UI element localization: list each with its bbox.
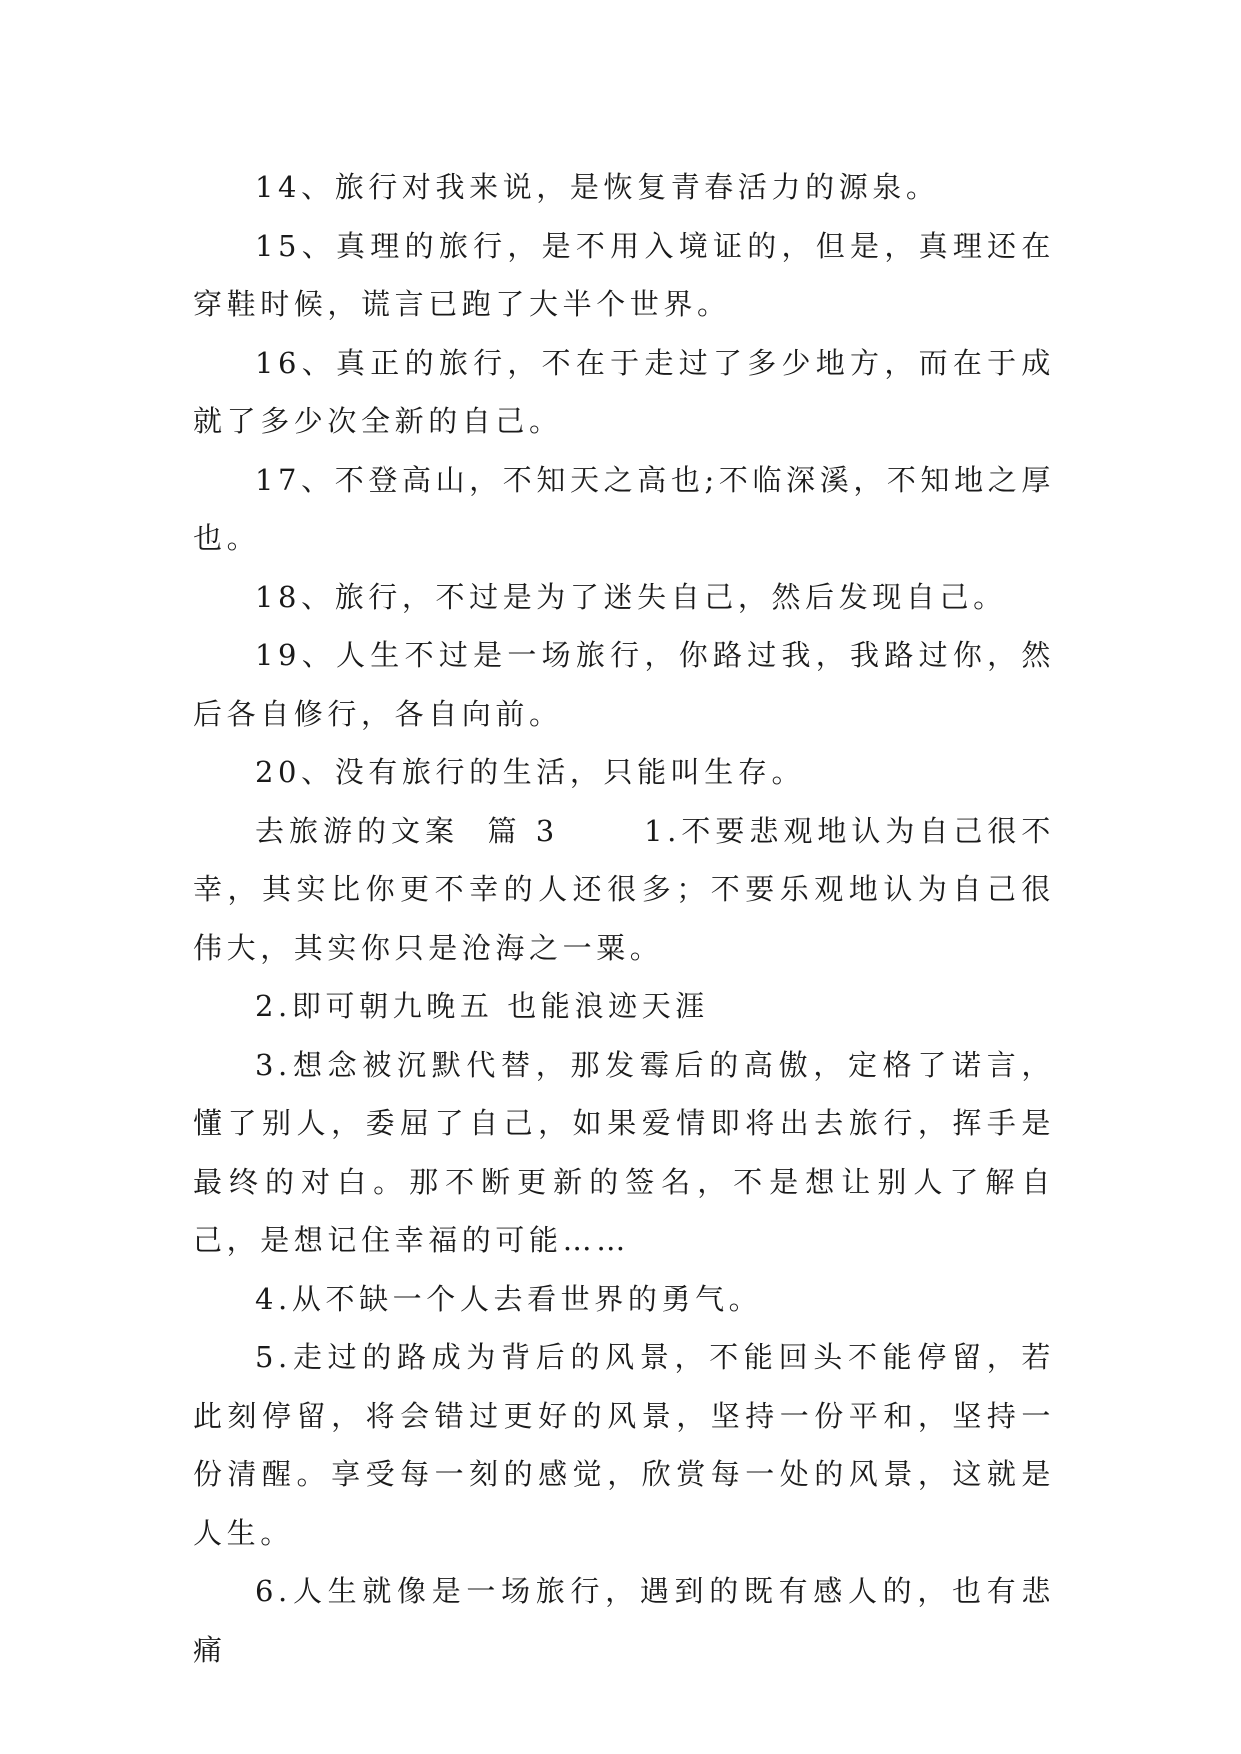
paragraph-20: 20、没有旅行的生活，只能叫生存。 (255, 755, 806, 789)
paragraph-18: 18、旅行，不过是为了迷失自己，然后发现自己。 (255, 579, 1007, 614)
paragraph-15: 15、真理的旅行，是不用入境证的，但是，真理还在穿鞋时候，谎言已跑了大半个世界。 (193, 228, 1055, 321)
paragraph-17: 17、不登高山，不知天之高也;不临深溪，不知地之厚也。 (193, 462, 1055, 555)
section-3-paragraph-3: 3.想念被沉默代替，那发霉后的高傲，定格了诺言，懂了别人，委屈了自己，如果爱情即将出去旅行，挥手是最终的对白。那不断更新的签名，不是想让别人了解自己，是想记住幸福的可能…… (193, 1047, 1055, 1257)
paragraph-16: 16、真正的旅行，不在于走过了多少地方，而在于成就了多少次全新的自己。 (193, 345, 1055, 438)
section-3-paragraph-5: 5.走过的路成为背后的风景，不能回头不能停留，若此刻停留，将会错过更好的风景，坚持一份平和，坚持一份清醒。享受每一刻的感觉，欣赏每一处的风景，这就是人生。 (193, 1340, 1055, 1550)
paragraph-19: 19、人生不过是一场旅行，你路过我，我路过你，然后各自修行，各自向前。 (193, 638, 1055, 731)
document-body (193, 158, 1055, 1679)
section-3-paragraph-6: 6.人生就像是一场旅行，遇到的既有感人的，也有悲痛 (193, 1574, 1055, 1667)
section-3-paragraph-1: 去旅游的文案 篇 3 1.不要悲观地认为自己很不幸，其实比你更不幸的人还很多；不要乐观地认为自己很伟大，其实你只是沧海之一粟。 (193, 813, 1055, 965)
section-3-paragraph-2: 2.即可朝九晚五 也能浪迹天涯 (255, 989, 709, 1023)
section-3-paragraph-4: 4.从不缺一个人去看世界的勇气。 (255, 1281, 763, 1316)
paragraph-14: 14、旅行对我来说，是恢复青春活力的源泉。 (255, 170, 940, 204)
